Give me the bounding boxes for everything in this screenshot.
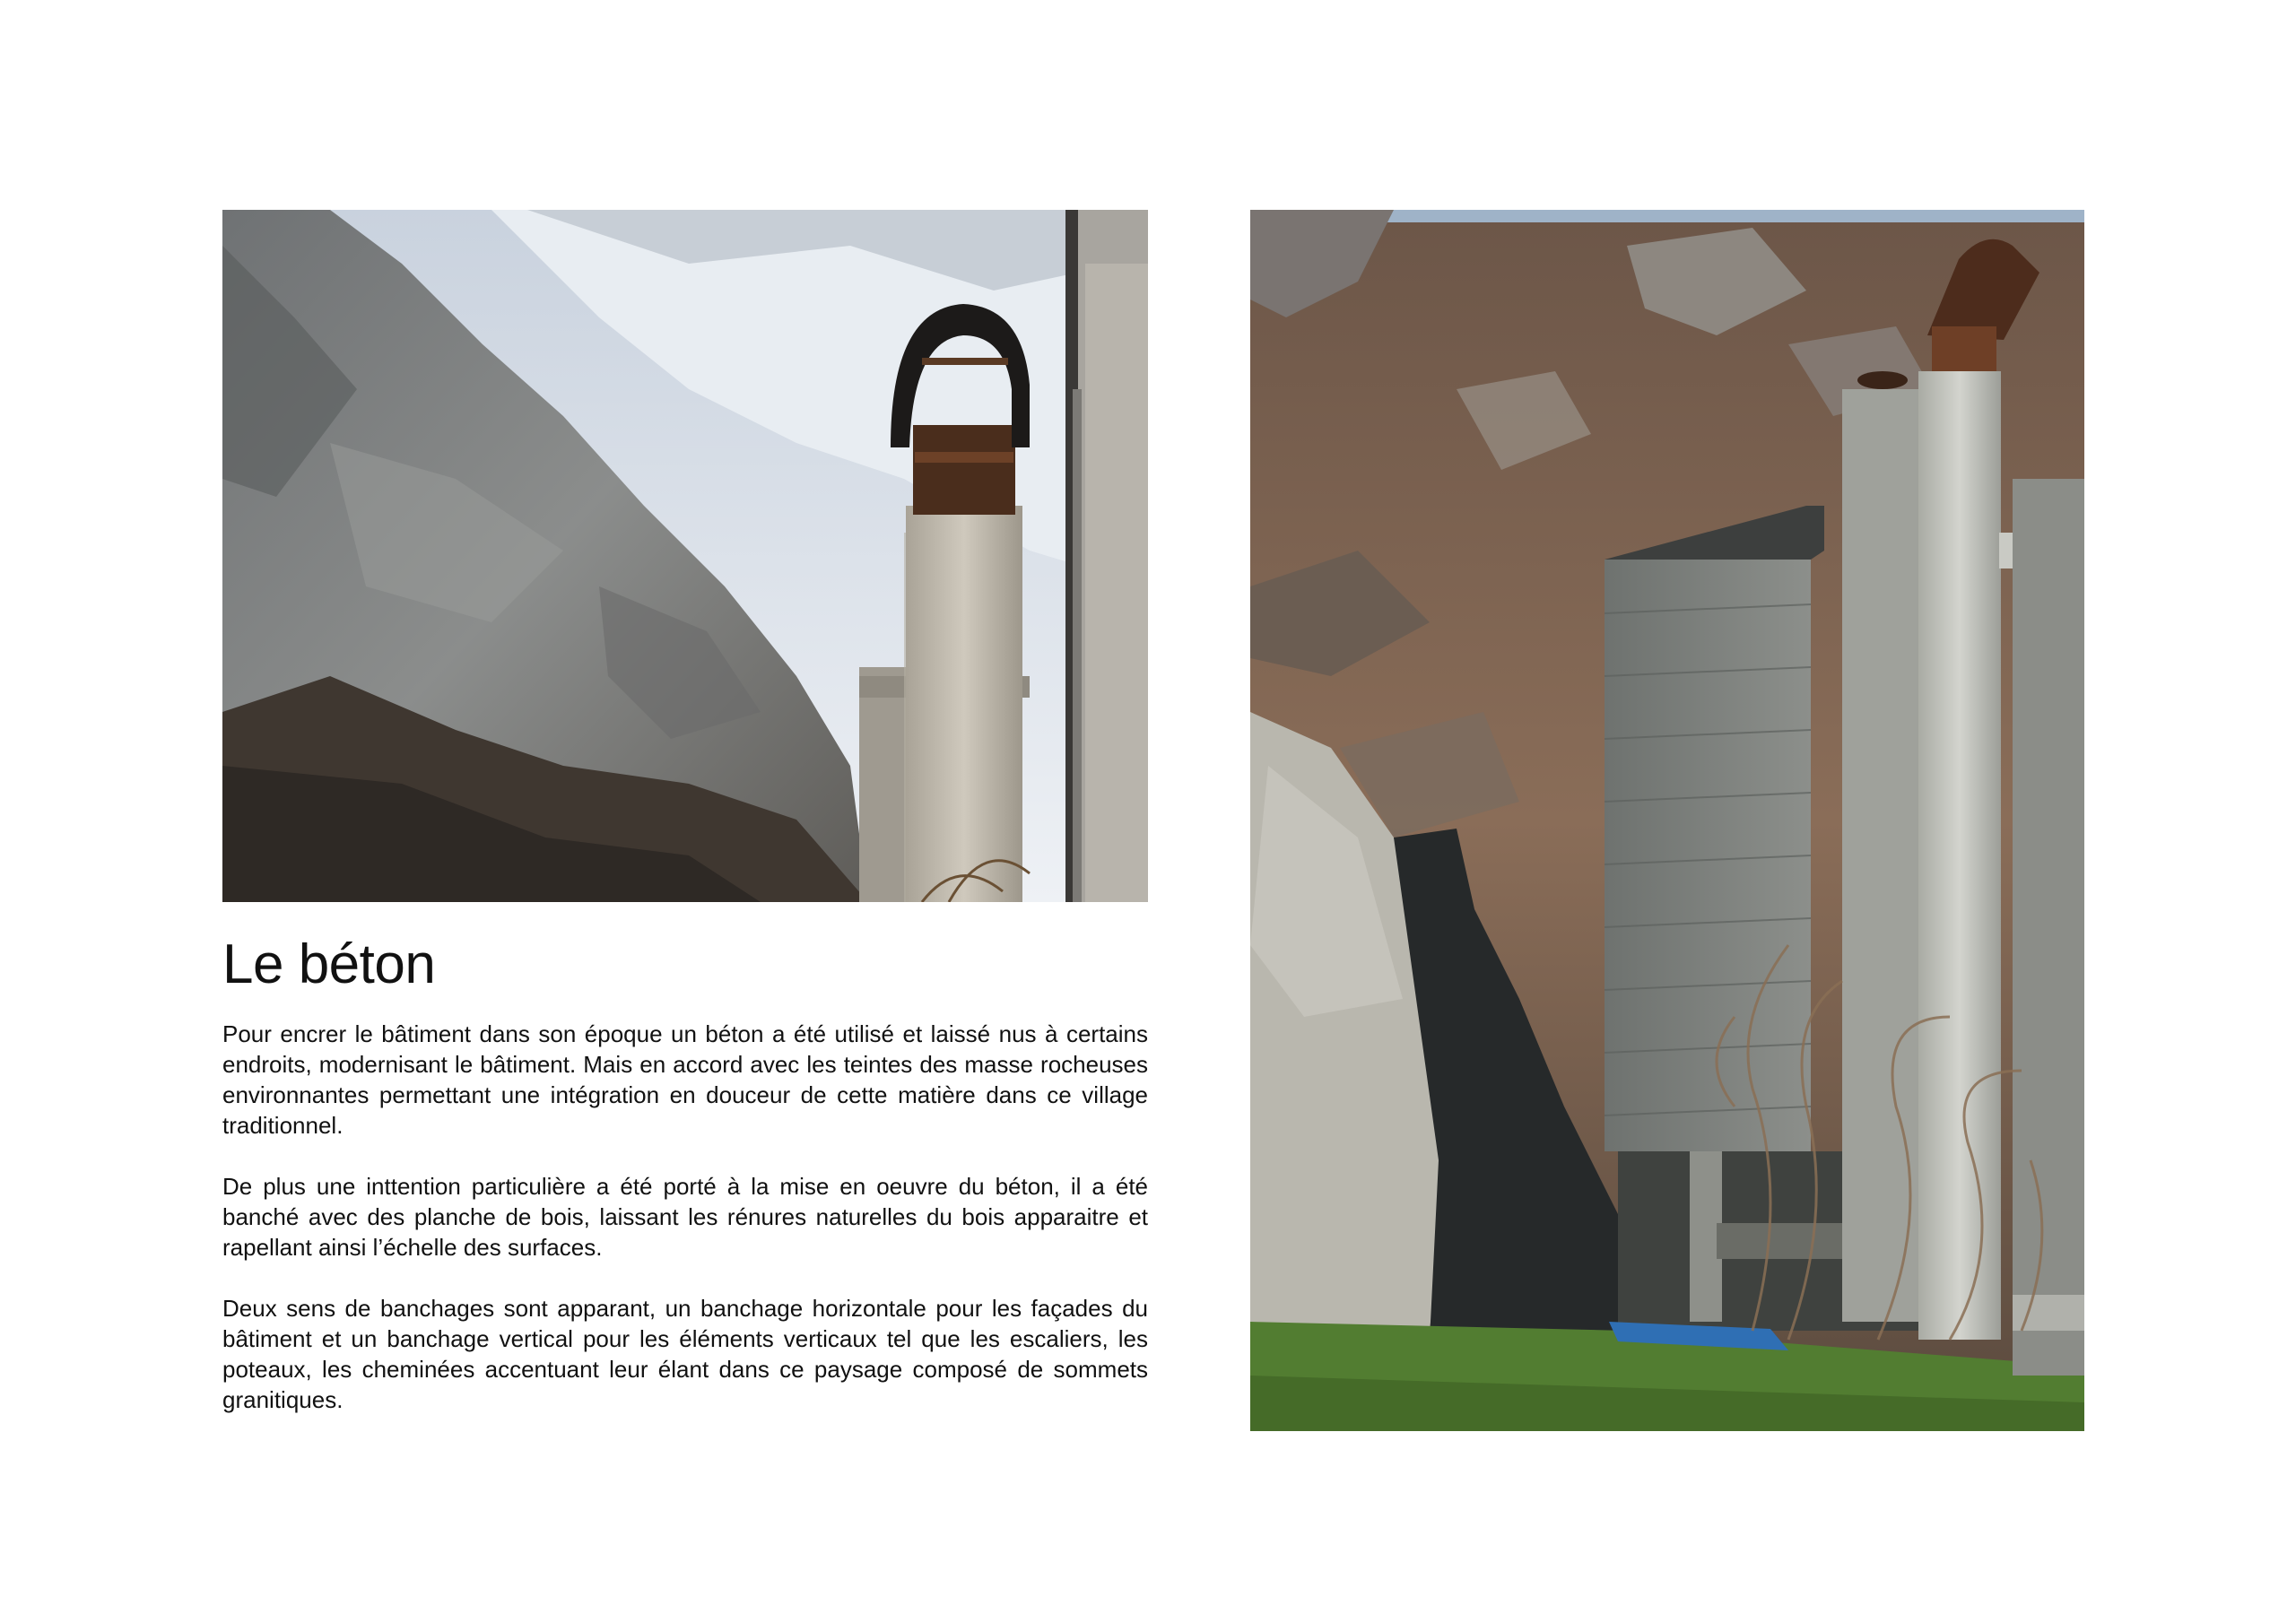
photo-concrete-facade — [1250, 210, 2084, 1431]
paragraph-concrete-intro: Pour encrer le bâtiment dans son époque un béton a été utilisé et laissé nus à certains endroits, modernisant le bâtiment. Mais en accord avec les teintes des masse rocheuses environnantes permettant une intégration en douceur de cette matière dans ce village traditionnel. — [222, 1020, 1148, 1139]
photo-chimney-mountain — [222, 210, 1148, 902]
section-title: Le béton — [222, 933, 436, 995]
photo-concrete-facade-image — [1250, 210, 2084, 1431]
paragraph-formwork-directions: Deux sens de banchages sont apparant, un banchage horizontale pour les façades du bâtiment et un banchage vertical pour les éléments verticaux tel que les escaliers, les poteaux, les cheminées accentuant leur élant dans ce paysage composé de sommets granitiques. — [222, 1295, 1148, 1413]
section-body — [222, 1019, 1148, 1445]
photo-chimney-mountain-image — [222, 210, 1148, 902]
paragraph-formwork: De plus une inttention particulière a été porté à la mise en oeuvre du béton, il a été banché avec des planche de bois, laissant les rénures naturelles du bois apparaitre et rapellant ainsi l’échelle des surfaces. — [222, 1173, 1148, 1261]
